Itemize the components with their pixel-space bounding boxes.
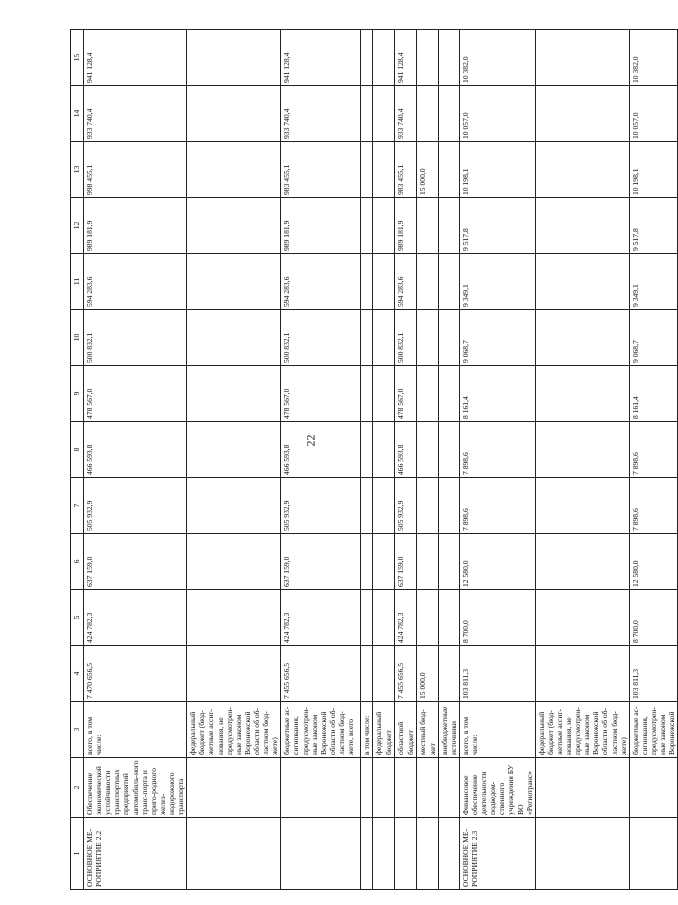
column-header: 14: [71, 86, 84, 142]
value-cell: 12 580,0: [459, 534, 535, 590]
value-cell: 9 517,8: [459, 198, 535, 254]
value-cell: 478 567,0: [84, 366, 187, 422]
activity-cell: [373, 818, 395, 890]
value-cell: 424 782,3: [84, 590, 187, 646]
column-header: 15: [71, 30, 84, 86]
activity-cell: [361, 818, 373, 890]
activity-cell: [438, 818, 459, 890]
value-cell: [187, 646, 281, 702]
value-cell: [535, 254, 629, 310]
value-cell: [361, 310, 373, 366]
source-cell: всего, в том числе:: [84, 702, 187, 758]
column-header: 6: [71, 534, 84, 590]
value-cell: [187, 86, 281, 142]
value-cell: 9 068,7: [629, 310, 678, 366]
value-cell: [361, 198, 373, 254]
value-cell: [187, 142, 281, 198]
value-cell: [535, 86, 629, 142]
table-row: [535, 30, 629, 890]
value-cell: [373, 366, 395, 422]
description-cell: [187, 758, 281, 818]
description-cell: [373, 758, 395, 818]
column-header: 11: [71, 254, 84, 310]
source-cell: федеральный бюджет: [373, 702, 395, 758]
column-header: 3: [71, 702, 84, 758]
value-cell: [361, 86, 373, 142]
column-header: 7: [71, 478, 84, 534]
value-cell: 7 455 656,5: [281, 646, 361, 702]
budget-table: [70, 29, 678, 890]
value-cell: [438, 86, 459, 142]
table-row: [84, 30, 187, 890]
rotated-table-container: [70, 30, 678, 890]
value-cell: [373, 590, 395, 646]
value-cell: 941 128,4: [395, 30, 417, 86]
value-cell: 594 283,6: [84, 254, 187, 310]
column-header: 8: [71, 422, 84, 478]
column-header: 10: [71, 310, 84, 366]
value-cell: 10 198,1: [459, 142, 535, 198]
value-cell: [438, 30, 459, 86]
value-cell: [438, 534, 459, 590]
value-cell: 933 740,4: [395, 86, 417, 142]
description-cell: [629, 758, 678, 818]
table-row: [281, 30, 361, 890]
value-cell: 500 832,1: [395, 310, 417, 366]
description-cell: [361, 758, 373, 818]
value-cell: 466 593,8: [84, 422, 187, 478]
value-cell: [438, 478, 459, 534]
value-cell: 983 455,1: [395, 142, 417, 198]
value-cell: 594 283,6: [281, 254, 361, 310]
value-cell: 989 181,9: [84, 198, 187, 254]
header-row: [71, 30, 84, 890]
value-cell: [187, 590, 281, 646]
value-cell: [373, 646, 395, 702]
value-cell: [438, 142, 459, 198]
value-cell: [361, 254, 373, 310]
activity-cell: ОСНОВНОЕ МЕ-РОПРИЯТИЕ 2.3: [459, 818, 535, 890]
description-cell: [438, 758, 459, 818]
value-cell: [187, 366, 281, 422]
value-cell: 7 455 656,5: [395, 646, 417, 702]
value-cell: 9 517,8: [629, 198, 678, 254]
value-cell: [361, 366, 373, 422]
table-row: [187, 30, 281, 890]
table-row: [373, 30, 395, 890]
activity-cell: [535, 818, 629, 890]
table-row: [629, 30, 678, 890]
value-cell: [417, 198, 438, 254]
value-cell: 941 128,4: [84, 30, 187, 86]
value-cell: [438, 366, 459, 422]
column-header: 4: [71, 646, 84, 702]
value-cell: [535, 534, 629, 590]
value-cell: [187, 198, 281, 254]
value-cell: [438, 590, 459, 646]
value-cell: [535, 142, 629, 198]
value-cell: [361, 590, 373, 646]
table-row: [459, 30, 535, 890]
table-row: [395, 30, 417, 890]
description-cell: [281, 758, 361, 818]
value-cell: [417, 534, 438, 590]
value-cell: [361, 478, 373, 534]
value-cell: 941 128,4: [281, 30, 361, 86]
value-cell: 15 000,0: [417, 646, 438, 702]
column-header: 1: [71, 818, 84, 890]
value-cell: [361, 422, 373, 478]
description-cell: [395, 758, 417, 818]
value-cell: 478 567,0: [395, 366, 417, 422]
value-cell: [373, 254, 395, 310]
value-cell: 8 161,4: [629, 366, 678, 422]
value-cell: [187, 534, 281, 590]
description-cell: Финансовое обеспечение деятельности подведом-ственного учреждения БУ ВО «Региотранс»: [459, 758, 535, 818]
value-cell: 989 181,9: [281, 198, 361, 254]
value-cell: 637 159,0: [281, 534, 361, 590]
value-cell: 7 898,6: [459, 478, 535, 534]
value-cell: [438, 198, 459, 254]
value-cell: [535, 310, 629, 366]
value-cell: 8 700,0: [629, 590, 678, 646]
value-cell: 9 349,1: [629, 254, 678, 310]
value-cell: 933 740,4: [281, 86, 361, 142]
value-cell: [417, 478, 438, 534]
value-cell: [187, 422, 281, 478]
value-cell: [535, 590, 629, 646]
value-cell: 466 593,8: [281, 422, 361, 478]
value-cell: [187, 30, 281, 86]
description-cell: Обеспечение экономической устойчивости транспортных предприятий автомобиль-ного транс-порта и приго-родного желез-нодорожного транспорта: [84, 758, 187, 818]
source-cell: федеральный бюджет (бюд-жетные ассиг-нования, не предусмотрен-ные законом Воронежской области об об-ластном бюд-жете): [187, 702, 281, 758]
value-cell: [373, 142, 395, 198]
source-cell: бюджетные ас-сигнования, предусмотрен-ные законом Воронежской: [629, 702, 678, 758]
activity-cell: [417, 818, 438, 890]
value-cell: 933 740,4: [84, 86, 187, 142]
value-cell: 500 832,1: [281, 310, 361, 366]
description-cell: [535, 758, 629, 818]
value-cell: 466 593,8: [395, 422, 417, 478]
description-cell: [417, 758, 438, 818]
activity-cell: [629, 818, 678, 890]
value-cell: [438, 646, 459, 702]
value-cell: 12 580,0: [629, 534, 678, 590]
column-header: 12: [71, 198, 84, 254]
value-cell: 998 455,1: [84, 142, 187, 198]
column-header: 13: [71, 142, 84, 198]
value-cell: [438, 422, 459, 478]
value-cell: 103 811,3: [629, 646, 678, 702]
value-cell: 983 455,1: [281, 142, 361, 198]
value-cell: 10 382,0: [459, 30, 535, 86]
value-cell: [535, 30, 629, 86]
table-body: [84, 30, 678, 890]
value-cell: [187, 310, 281, 366]
source-cell: всего, в том числе:: [459, 702, 535, 758]
value-cell: [417, 254, 438, 310]
value-cell: 15 000,0: [417, 142, 438, 198]
value-cell: 8 700,0: [459, 590, 535, 646]
value-cell: 10 382,0: [629, 30, 678, 86]
value-cell: [187, 478, 281, 534]
activity-cell: [281, 818, 361, 890]
value-cell: [361, 534, 373, 590]
value-cell: 103 811,3: [459, 646, 535, 702]
value-cell: [438, 310, 459, 366]
value-cell: [361, 646, 373, 702]
value-cell: [417, 310, 438, 366]
value-cell: [535, 646, 629, 702]
value-cell: [373, 30, 395, 86]
value-cell: [373, 478, 395, 534]
value-cell: [373, 198, 395, 254]
value-cell: [438, 254, 459, 310]
value-cell: 424 782,3: [281, 590, 361, 646]
value-cell: [417, 590, 438, 646]
value-cell: [535, 366, 629, 422]
value-cell: [373, 422, 395, 478]
value-cell: 10 057,0: [459, 86, 535, 142]
value-cell: 505 932,9: [84, 478, 187, 534]
column-header: 5: [71, 590, 84, 646]
value-cell: 7 470 656,5: [84, 646, 187, 702]
value-cell: [373, 310, 395, 366]
value-cell: 500 832,1: [84, 310, 187, 366]
value-cell: 7 898,6: [629, 422, 678, 478]
table-row: [438, 30, 459, 890]
source-cell: местный бюд-жет: [417, 702, 438, 758]
value-cell: 505 932,9: [395, 478, 417, 534]
source-cell: внебюджетные источники: [438, 702, 459, 758]
value-cell: [373, 534, 395, 590]
value-cell: 637 159,0: [395, 534, 417, 590]
activity-cell: [187, 818, 281, 890]
value-cell: 637 159,0: [84, 534, 187, 590]
value-cell: 7 898,6: [459, 422, 535, 478]
value-cell: 478 567,0: [281, 366, 361, 422]
value-cell: 7 898,6: [629, 478, 678, 534]
value-cell: 8 161,4: [459, 366, 535, 422]
value-cell: [535, 422, 629, 478]
value-cell: [417, 30, 438, 86]
value-cell: 9 068,7: [459, 310, 535, 366]
value-cell: [373, 86, 395, 142]
source-cell: бюджетные ас-сигнования, предусмотрен-ные законом Воронежской области об об-ластном бюд-жете, всего: [281, 702, 361, 758]
activity-cell: [395, 818, 417, 890]
source-cell: областной бюджет: [395, 702, 417, 758]
value-cell: 10 198,1: [629, 142, 678, 198]
value-cell: [417, 366, 438, 422]
value-cell: [535, 198, 629, 254]
value-cell: 594 283,6: [395, 254, 417, 310]
column-header: 9: [71, 366, 84, 422]
value-cell: [417, 422, 438, 478]
source-cell: в том числе:: [361, 702, 373, 758]
table-row: [417, 30, 438, 890]
value-cell: [535, 478, 629, 534]
value-cell: 424 782,3: [395, 590, 417, 646]
value-cell: [187, 254, 281, 310]
value-cell: [417, 86, 438, 142]
column-header: 2: [71, 758, 84, 818]
activity-cell: ОСНОВНОЕ МЕ-РОПРИЯТИЕ 2.2: [84, 818, 187, 890]
value-cell: 9 349,1: [459, 254, 535, 310]
value-cell: 989 181,9: [395, 198, 417, 254]
value-cell: [361, 142, 373, 198]
value-cell: 10 057,0: [629, 86, 678, 142]
value-cell: [361, 30, 373, 86]
value-cell: 505 932,9: [281, 478, 361, 534]
source-cell: федеральный бюджет (бюд-жетные ассиг-нования, не предусмотрен-ные законом Воронежской области об об-ластном бюд-жете): [535, 702, 629, 758]
table-row: [361, 30, 373, 890]
page-number: 22: [303, 434, 318, 447]
